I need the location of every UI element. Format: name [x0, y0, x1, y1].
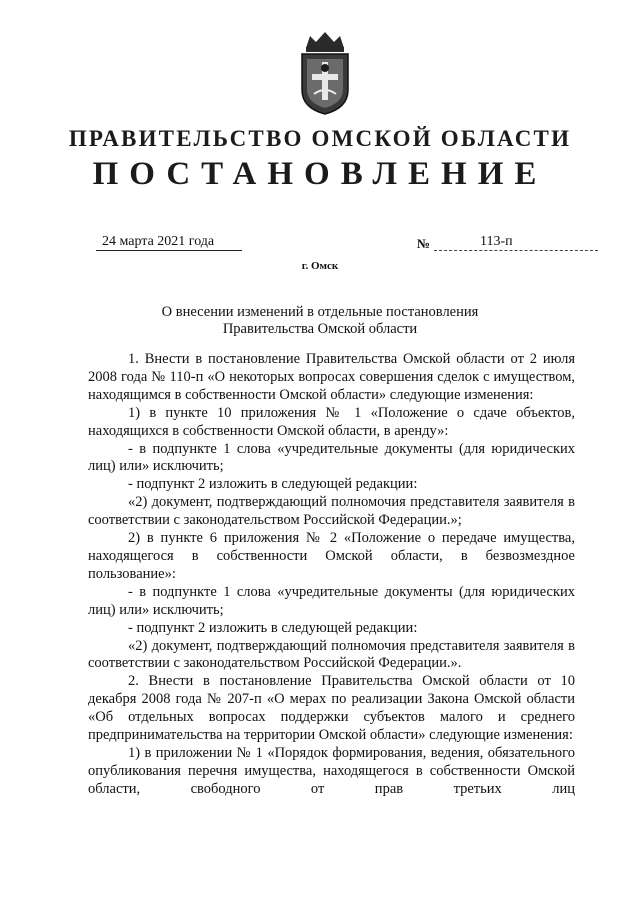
decree-body — [88, 351, 575, 799]
decree-subject — [0, 304, 640, 338]
paragraph: 1. Внести в постановление Правительства Омской области от 2 июля 2008 года № 110-п «О некоторых вопросах совершения сделок с имуществом, находящимся в собственности Омской области» следующие изменения: — [88, 351, 575, 403]
coat-of-arms-icon — [296, 28, 354, 116]
paragraph: 2) в пункте 6 приложения № 2 «Положение о передаче имущества, находящегося в собственности Омской области, в безвозмездное пользование»: — [88, 530, 575, 582]
subject-line-1: О внесении изменений в отдельные постановления — [161, 304, 479, 320]
paragraph: «2) документ, подтверждающий полномочия представителя заявителя в соответствии с законодательством Российской Федерации.». — [88, 637, 575, 672]
paragraph: - в подпункте 1 слова «учредительные документы (для юридических лиц) или» исключить; — [88, 440, 575, 475]
paragraph: - в подпункте 1 слова «учредительные документы (для юридических лиц) или» исключить; — [88, 583, 575, 618]
paragraph: 1) в приложении № 1 «Порядок формирования, ведения, обязательного опубликования перечня имущества, находящегося в собственности Омской области, свободного от прав третьих лиц — [88, 744, 575, 797]
decree-date: 24 марта 2021 года — [96, 233, 242, 251]
paragraph: 2. Внести в постановление Правительства Омской области от 10 декабря 2008 года № 207-п «О мерах по реализации Закона Омской области «Об отдельных вопросах поддержки субъектов малого и среднего предпринимательства на территории Омской области» следующие изменения: — [88, 673, 575, 744]
number-label: № — [417, 236, 431, 251]
paragraph: 1) в пункте 10 приложения № 1 «Положение о сдаче объектов, находящихся в собственности Омской области, в аренду»: — [88, 404, 575, 439]
government-title: ПРАВИТЕЛЬСТВО ОМСКОЙ ОБЛАСТИ — [68, 126, 572, 151]
decree-number: 113-п — [434, 233, 598, 251]
document-type-title: ПОСТАНОВЛЕНИЕ — [92, 156, 548, 192]
paragraph: - подпункт 2 изложить в следующей редакции: — [128, 619, 418, 636]
paragraph: «2) документ, подтверждающий полномочия представителя заявителя в соответствии с законодательством Российской Федерации.»; — [88, 494, 575, 529]
city-label: г. Омск — [301, 260, 339, 272]
subject-line-2: Правительства Омской области — [222, 321, 418, 337]
paragraph: - подпункт 2 изложить в следующей редакции: — [128, 476, 418, 493]
